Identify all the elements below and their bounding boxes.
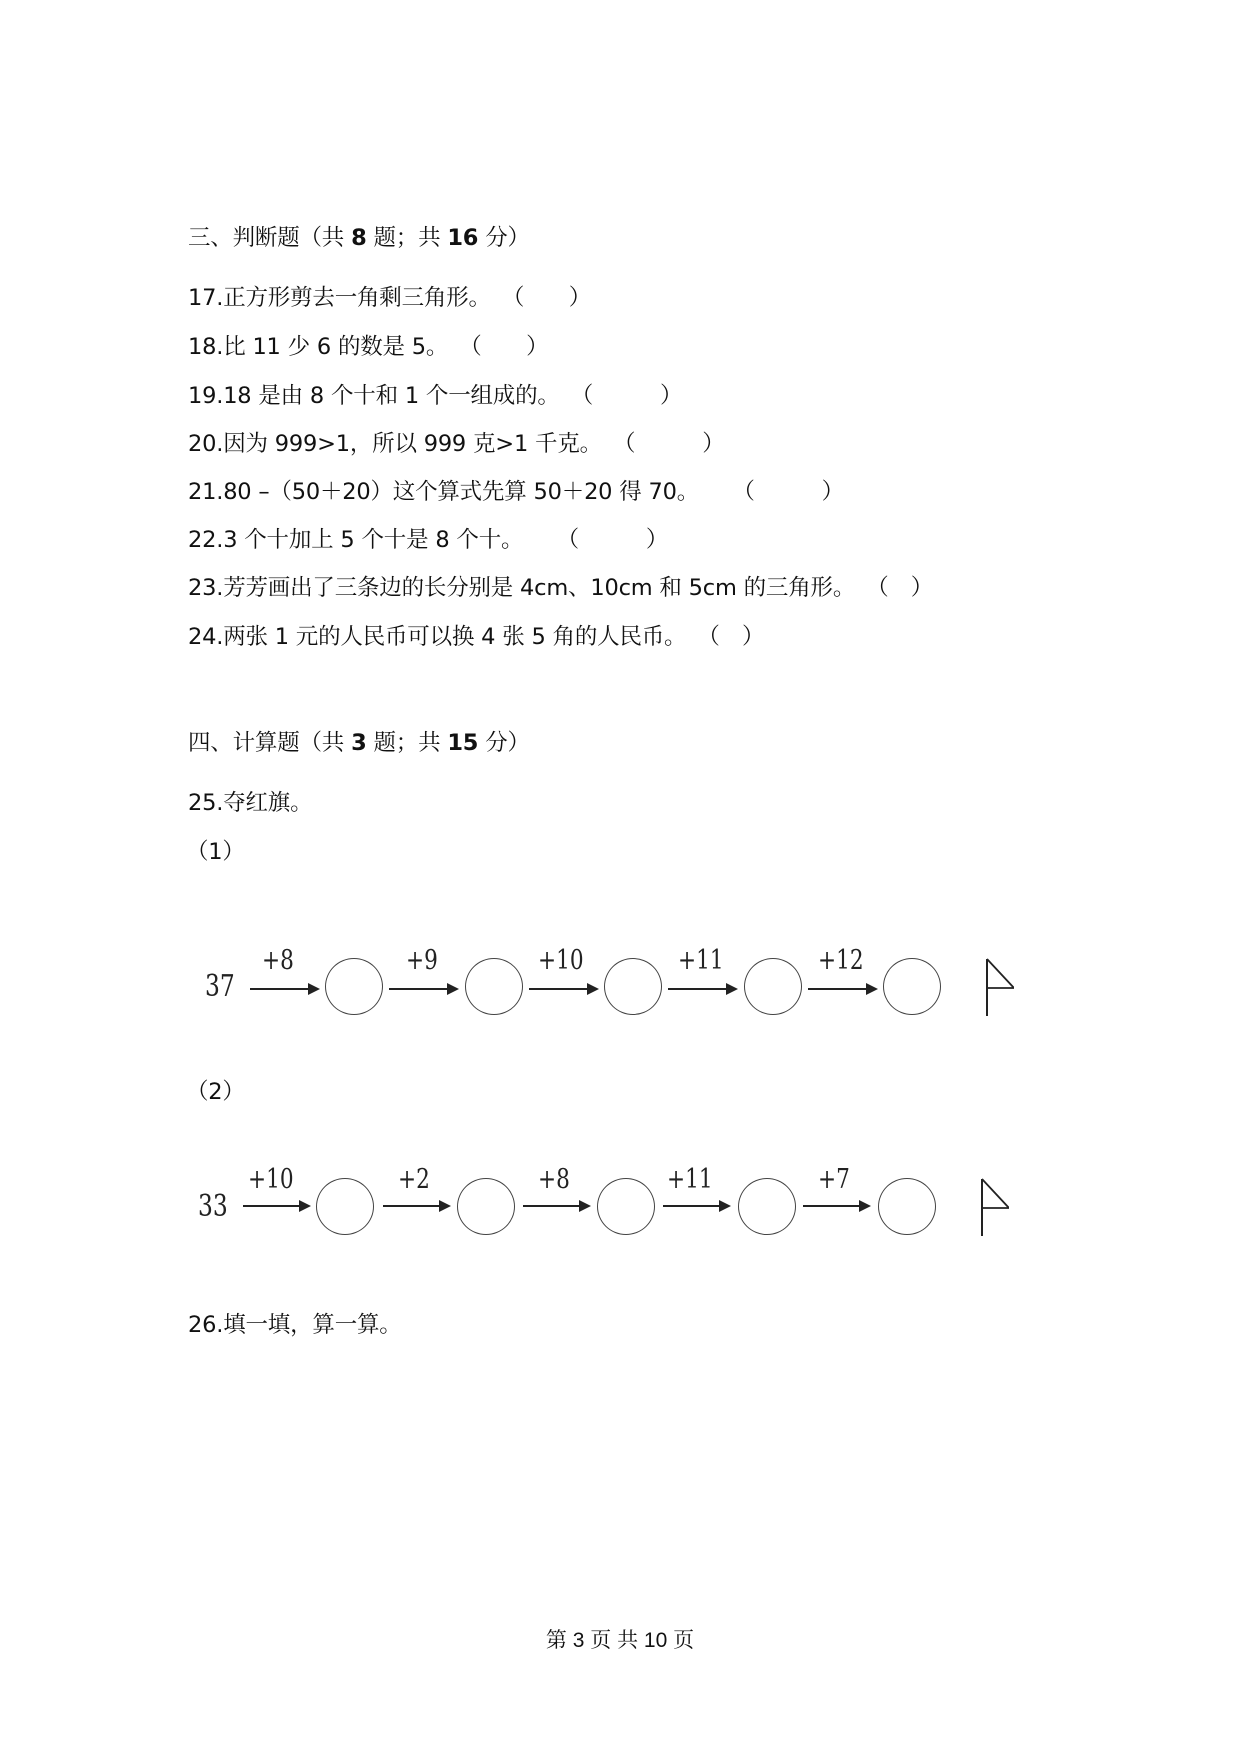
question-count: 8 bbox=[351, 225, 367, 251]
part-1-label: （1） bbox=[186, 839, 245, 865]
answer-blank[interactable]: （ ） bbox=[556, 527, 669, 553]
question-19 bbox=[188, 381, 682, 411]
step-operator: +8 bbox=[538, 1164, 570, 1195]
arrow-icon bbox=[523, 1205, 589, 1207]
section-title-mid: 题；共 bbox=[366, 225, 448, 251]
question-22 bbox=[188, 525, 668, 555]
answer-circle[interactable] bbox=[325, 958, 383, 1015]
part-2-label: （2） bbox=[186, 1079, 245, 1105]
question-number: 22. bbox=[188, 527, 224, 553]
question-26 bbox=[188, 1310, 402, 1340]
answer-blank[interactable]: （ ） bbox=[501, 285, 592, 311]
question-25 bbox=[188, 788, 312, 818]
question-number: 17. bbox=[188, 285, 224, 311]
question-number: 26. bbox=[188, 1312, 224, 1338]
question-text: 夺红旗。 bbox=[223, 790, 313, 816]
question-number: 24. bbox=[188, 624, 224, 650]
flag-race-diagram-2 bbox=[0, 1156, 1240, 1256]
flag-icon bbox=[984, 958, 1014, 1016]
step-operator: +10 bbox=[538, 945, 584, 976]
step-operator: +9 bbox=[406, 945, 438, 976]
arrow-icon bbox=[668, 988, 736, 990]
answer-circle[interactable] bbox=[883, 958, 941, 1015]
section-3-title bbox=[188, 223, 530, 253]
answer-circle[interactable] bbox=[744, 958, 802, 1015]
answer-blank[interactable]: （ ） bbox=[697, 624, 765, 650]
question-text: 填一填，算一算。 bbox=[223, 1312, 402, 1338]
arrow-icon bbox=[389, 988, 457, 990]
answer-circle[interactable] bbox=[738, 1178, 796, 1235]
question-18 bbox=[188, 332, 548, 362]
arrow-icon bbox=[663, 1205, 729, 1207]
question-text: 3 个十加上 5 个十是 8 个十。 bbox=[223, 527, 513, 553]
page-footer: 第 3 页 共 10 页 bbox=[545, 1629, 695, 1652]
question-24 bbox=[188, 622, 764, 652]
section-points: 15 bbox=[447, 730, 479, 756]
question-count: 3 bbox=[351, 730, 367, 756]
arrow-icon bbox=[803, 1205, 869, 1207]
question-text: 比 11 少 6 的数是 5。 bbox=[223, 334, 437, 360]
step-operator: +2 bbox=[398, 1164, 430, 1195]
answer-circle[interactable] bbox=[878, 1178, 936, 1235]
section-title-prefix: 三、判断题（共 bbox=[188, 225, 352, 251]
question-number: 25. bbox=[188, 790, 224, 816]
answer-blank[interactable]: （ ） bbox=[459, 334, 549, 360]
start-number: 37 bbox=[205, 969, 235, 1004]
flag-race-diagram-1 bbox=[0, 937, 1240, 1037]
start-number: 33 bbox=[198, 1189, 228, 1224]
question-number: 19. bbox=[188, 383, 224, 409]
step-operator: +11 bbox=[678, 945, 724, 976]
arrow-icon bbox=[243, 1205, 309, 1207]
answer-blank[interactable]: （ ） bbox=[570, 383, 683, 409]
section-title-suffix: 分） bbox=[478, 730, 530, 756]
answer-circle[interactable] bbox=[604, 958, 662, 1015]
answer-circle[interactable] bbox=[316, 1178, 374, 1235]
step-operator: +10 bbox=[248, 1164, 294, 1195]
question-number: 23. bbox=[188, 575, 224, 601]
question-text: 两张 1 元的人民币可以换 4 张 5 角的人民币。 bbox=[223, 624, 676, 650]
question-number: 20. bbox=[188, 431, 224, 457]
section-title-mid: 题；共 bbox=[366, 730, 448, 756]
question-text: 80 –（50＋20）这个算式先算 50＋20 得 70。 bbox=[223, 479, 688, 505]
answer-blank[interactable]: （ ） bbox=[866, 575, 934, 601]
question-23 bbox=[188, 573, 933, 603]
section-points: 16 bbox=[447, 225, 479, 251]
question-20 bbox=[188, 429, 725, 459]
answer-circle[interactable] bbox=[597, 1178, 655, 1235]
answer-blank[interactable]: （ ） bbox=[613, 431, 725, 457]
step-operator: +12 bbox=[818, 945, 864, 976]
question-number: 21. bbox=[188, 479, 224, 505]
section-title-prefix: 四、计算题（共 bbox=[188, 730, 352, 756]
step-operator: +8 bbox=[262, 945, 294, 976]
answer-blank[interactable]: （ ） bbox=[732, 479, 844, 505]
question-21 bbox=[188, 477, 844, 507]
question-text: 芳芳画出了三条边的长分别是 4cm、10cm 和 5cm 的三角形。 bbox=[223, 575, 844, 601]
question-number: 18. bbox=[188, 334, 224, 360]
section-4-title bbox=[188, 728, 530, 758]
arrow-icon bbox=[808, 988, 876, 990]
arrow-icon bbox=[529, 988, 597, 990]
question-17 bbox=[188, 283, 591, 313]
step-operator: +11 bbox=[667, 1164, 713, 1195]
arrow-icon bbox=[250, 988, 318, 990]
answer-circle[interactable] bbox=[465, 958, 523, 1015]
arrow-icon bbox=[383, 1205, 449, 1207]
question-text: 因为 999>1，所以 999 克>1 千克。 bbox=[223, 431, 591, 457]
answer-circle[interactable] bbox=[457, 1178, 515, 1235]
flag-icon bbox=[979, 1178, 1009, 1236]
step-operator: +7 bbox=[818, 1164, 850, 1195]
question-text: 正方形剪去一角剩三角形。 bbox=[223, 285, 480, 311]
section-title-suffix: 分） bbox=[478, 225, 530, 251]
question-text: 18 是由 8 个十和 1 个一组成的。 bbox=[223, 383, 549, 409]
